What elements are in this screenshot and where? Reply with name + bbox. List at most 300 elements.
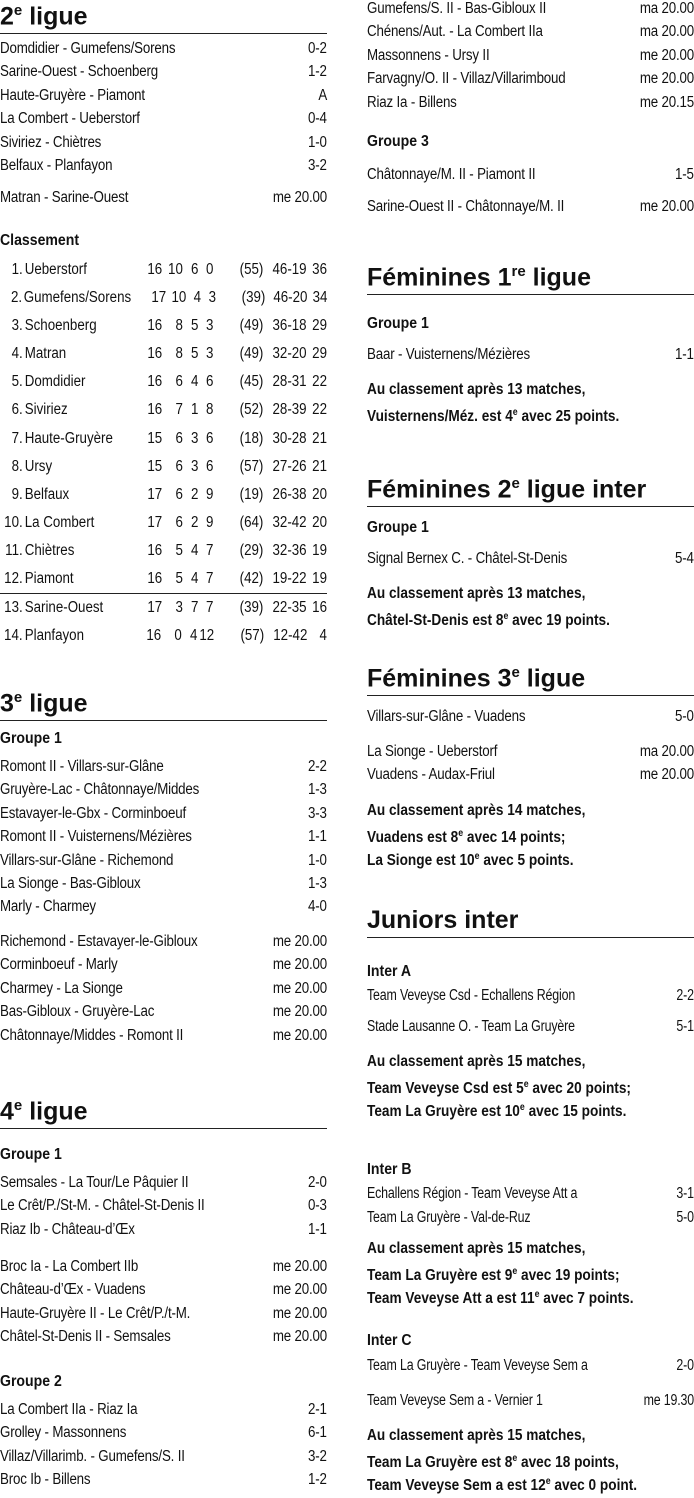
match-teams: Sarine-Ouest - Schoenberg bbox=[0, 63, 158, 81]
match-teams: Richemond - Estavayer-le-Gibloux bbox=[0, 933, 198, 950]
match-teams: Vuadens - Audax-Friul bbox=[367, 766, 495, 784]
standings-goals: 30-28 bbox=[272, 429, 308, 447]
standings-d: 5 bbox=[190, 317, 198, 335]
standings-l: 6 bbox=[206, 373, 214, 391]
match-score: me 20.00 bbox=[272, 1258, 327, 1275]
standings-pts: 36 bbox=[312, 261, 327, 278]
standings-pl: 15 bbox=[147, 429, 162, 447]
group-label: Groupe 1 bbox=[0, 1146, 62, 1163]
match-teams: Romont II - Villars-sur-Glâne bbox=[0, 758, 164, 775]
match-row bbox=[0, 872, 327, 895]
standings-pen: (55) bbox=[239, 261, 264, 278]
match-score: 5-0 bbox=[675, 708, 694, 725]
spacer bbox=[215, 594, 227, 622]
match-row bbox=[0, 802, 327, 825]
standings-goals: 19-22 bbox=[272, 570, 308, 588]
match-score: me 20.00 bbox=[272, 956, 327, 974]
standings-d: 2 bbox=[190, 485, 198, 503]
results-fem2 bbox=[367, 547, 694, 570]
standings-pen: (49) bbox=[239, 345, 264, 363]
match-row bbox=[0, 1445, 327, 1468]
standings-row bbox=[0, 622, 327, 650]
results-4e-g1 bbox=[0, 1171, 327, 1241]
match-score: 1-1 bbox=[308, 1220, 327, 1238]
match-score: 4-0 bbox=[308, 898, 327, 916]
standings-w: 6 bbox=[175, 513, 183, 531]
match-row bbox=[367, 705, 694, 728]
results-fem3 bbox=[367, 705, 694, 728]
standings-l: 9 bbox=[206, 485, 214, 503]
standings-team: Planfayon bbox=[24, 627, 84, 645]
match-row bbox=[367, 67, 694, 90]
upcoming-3e-ligue bbox=[0, 930, 327, 1047]
match-teams: Semsales - La Tour/Le Pâquier II bbox=[0, 1174, 189, 1191]
match-teams: Signal Bernex C. - Châtel-St-Denis bbox=[367, 550, 568, 567]
match-teams: Sarine-Ouest II - Châtonnaye/M. II bbox=[367, 198, 565, 215]
match-teams: Siviriez - Chiètres bbox=[0, 133, 102, 151]
standings-w: 6 bbox=[175, 457, 183, 475]
match-score: me 20.00 bbox=[272, 1304, 327, 1322]
standings-pts: 21 bbox=[312, 429, 327, 447]
standings-goals: 27-26 bbox=[272, 457, 308, 475]
results-2e-ligue bbox=[0, 37, 327, 177]
standings-l: 7 bbox=[206, 541, 214, 559]
match-row: Team Veveyse Sem a - Vernier 1 me 19.30 bbox=[367, 1392, 694, 1409]
results-3e-ligue bbox=[0, 755, 327, 919]
match-row bbox=[367, 0, 694, 20]
match-score: me 20.00 bbox=[272, 1026, 327, 1044]
standings-pen: (57) bbox=[240, 627, 264, 645]
standings-team: Belfaux bbox=[24, 485, 69, 503]
match-teams: Villaz/Villarimb. - Gumefens/S. II bbox=[0, 1447, 185, 1465]
standings-rank: 4. bbox=[11, 345, 23, 363]
standing-note: Au classement après 14 matches, bbox=[367, 802, 586, 819]
standings-pen: (49) bbox=[239, 317, 264, 335]
standings-pts: 29 bbox=[312, 345, 327, 363]
standings-rank: 11. bbox=[5, 541, 23, 559]
match-row bbox=[0, 1000, 327, 1023]
results-4e-g2 bbox=[0, 1398, 327, 1492]
match-row bbox=[367, 763, 694, 786]
standings-pen: (39) bbox=[239, 599, 264, 617]
match-row bbox=[0, 1325, 327, 1348]
match-score: A bbox=[318, 86, 327, 104]
upcoming-4e-g1 bbox=[0, 1255, 327, 1349]
standings-w: 8 bbox=[175, 317, 183, 335]
standings-pl: 16 bbox=[147, 570, 162, 588]
standings-pl: 15 bbox=[147, 457, 162, 475]
match-teams: Domdidier - Gumefens/Sorens bbox=[0, 40, 176, 57]
standings-pl: 16 bbox=[146, 627, 162, 645]
match-score: me 20.00 bbox=[639, 46, 694, 64]
standing-note: Team Veveyse Sem a est 12e avec 0 point. bbox=[367, 1476, 638, 1495]
spacer bbox=[218, 284, 229, 312]
match-score: 1-0 bbox=[308, 133, 327, 151]
classement-label: Classement bbox=[0, 232, 80, 249]
standings-d: 3 bbox=[190, 429, 198, 447]
standings-pen: (18) bbox=[239, 429, 264, 447]
standing-note: Team La Gruyère est 8e avec 18 points, bbox=[367, 1453, 619, 1472]
standing-note: Au classement après 15 matches, bbox=[367, 1240, 586, 1257]
spacer bbox=[215, 453, 227, 481]
standings-pts: 20 bbox=[312, 513, 327, 531]
match-score: 2-1 bbox=[308, 1401, 327, 1418]
match-teams: Riaz Ia - Billens bbox=[367, 93, 457, 111]
match-teams: Châtel-St-Denis II - Semsales bbox=[0, 1328, 171, 1346]
standings-pl: 16 bbox=[147, 373, 162, 391]
standing-note: Team Veveyse Att a est 11e avec 7 points. bbox=[367, 1289, 634, 1308]
match-teams: Villars-sur-Glâne - Richemond bbox=[0, 851, 174, 869]
spacer bbox=[215, 509, 227, 537]
standings-w: 6 bbox=[175, 485, 183, 503]
match-row bbox=[0, 1302, 327, 1325]
group-label: Groupe 3 bbox=[367, 133, 429, 150]
standings-goals: 46-19 bbox=[272, 261, 308, 278]
section-title-4e-ligue: 4e ligue bbox=[0, 1092, 327, 1129]
match-row: Team Veveyse Csd - Echallens Région 2-2 bbox=[367, 987, 694, 1004]
standings-pl: 16 bbox=[147, 261, 162, 278]
spacer bbox=[215, 340, 227, 368]
standings-team: Schoenberg bbox=[24, 317, 97, 335]
match-row: Team La Gruyère - Team Veveyse Sem a 2-0 bbox=[367, 1357, 694, 1374]
standings-row bbox=[0, 340, 327, 368]
standings-w: 7 bbox=[175, 401, 183, 419]
match-teams: Broc Ia - La Combert IIb bbox=[0, 1258, 139, 1275]
match-score: me 20.00 bbox=[272, 979, 327, 997]
standings-l: 0 bbox=[206, 261, 214, 278]
match-score: 3-2 bbox=[308, 156, 327, 174]
standings-rank: 9. bbox=[11, 485, 23, 503]
match-teams: Estavayer-le-Gbx - Corminboeuf bbox=[0, 804, 186, 822]
section-title-3e-ligue: 3e ligue bbox=[0, 684, 327, 721]
standings-row bbox=[0, 453, 327, 481]
match-teams: Matran - Sarine-Ouest bbox=[0, 189, 129, 206]
standings-rank: 7. bbox=[11, 429, 23, 447]
standings-pl: 17 bbox=[151, 289, 167, 307]
standings-rank: 5. bbox=[11, 373, 23, 391]
standings-goals: 32-42 bbox=[272, 513, 308, 531]
group-label: Groupe 1 bbox=[367, 315, 429, 332]
match-score: 1-1 bbox=[675, 346, 694, 363]
standing-note: Team Veveyse Csd est 5e avec 20 points; bbox=[367, 1079, 631, 1098]
standings-l: 3 bbox=[206, 317, 214, 335]
match-score: me 20.15 bbox=[639, 93, 694, 111]
match-score: 1-0 bbox=[308, 851, 327, 869]
standings-pl: 17 bbox=[147, 599, 162, 617]
match-score: me 20.00 bbox=[272, 1328, 327, 1346]
match-row bbox=[0, 1218, 327, 1241]
match-score: me 20.00 bbox=[272, 189, 327, 206]
results-4e-g3 bbox=[367, 163, 694, 186]
match-teams: Le Crêt/P./St-M. - Châtel-St-Denis II bbox=[0, 1197, 205, 1215]
match-score: ma 20.00 bbox=[639, 743, 694, 760]
standings-row bbox=[0, 509, 327, 537]
standings-l: 3 bbox=[206, 345, 214, 363]
standings-rank: 1. bbox=[11, 261, 23, 278]
standings-goals: 26-38 bbox=[272, 485, 308, 503]
standing-note: Au classement après 15 matches, bbox=[367, 1053, 586, 1070]
standings-rank: 3. bbox=[11, 317, 23, 335]
match-score: 5-4 bbox=[675, 550, 694, 567]
standings-row bbox=[0, 256, 327, 284]
match-score: 1-3 bbox=[308, 874, 327, 892]
match-row bbox=[0, 755, 327, 778]
section-title-feminines-1re-ligue: Féminines 1re ligue bbox=[367, 258, 694, 295]
match-score: 0-2 bbox=[308, 40, 327, 57]
standings-l: 8 bbox=[206, 401, 214, 419]
match-teams: Grolley - Massonnens bbox=[0, 1424, 127, 1442]
match-row bbox=[0, 84, 327, 107]
standings-l: 6 bbox=[206, 429, 214, 447]
match-row bbox=[0, 778, 327, 801]
standings-pen: (42) bbox=[239, 570, 264, 588]
spacer bbox=[215, 256, 227, 284]
standings-team: Sarine-Ouest bbox=[24, 599, 103, 617]
standings-w: 5 bbox=[175, 541, 183, 559]
standing-note: La Sionge est 10e avec 5 points. bbox=[367, 851, 574, 870]
match-row bbox=[0, 37, 327, 60]
group-label: Groupe 2 bbox=[0, 1373, 62, 1390]
match-teams: Belfaux - Planfayon bbox=[0, 156, 113, 174]
standings-d: 4 bbox=[189, 627, 198, 645]
upcoming-2e-ligue bbox=[0, 186, 327, 209]
standing-note: Vuisternens/Méz. est 4e avec 25 points. bbox=[367, 407, 620, 426]
standings-team: Ueberstorf bbox=[24, 261, 87, 278]
standings-d: 4 bbox=[190, 373, 198, 391]
standings-team: Haute-Gruyère bbox=[24, 429, 113, 447]
match-score: me 20.00 bbox=[639, 70, 694, 88]
standings-goals: 22-35 bbox=[272, 599, 308, 617]
match-score: me 20.00 bbox=[272, 933, 327, 950]
standings-goals: 12-42 bbox=[273, 627, 308, 645]
match-score: 2-2 bbox=[308, 758, 327, 775]
standings-pts: 16 bbox=[312, 599, 327, 617]
standings-pts: 22 bbox=[312, 401, 327, 419]
standings-pen: (64) bbox=[239, 513, 264, 531]
standings-w: 6 bbox=[175, 429, 183, 447]
spacer bbox=[215, 425, 227, 453]
standings-w: 3 bbox=[175, 599, 183, 617]
standings-table bbox=[0, 256, 327, 650]
match-teams: Gumefens/S. II - Bas-Gibloux II bbox=[367, 0, 547, 17]
spacer bbox=[215, 368, 227, 396]
match-row bbox=[0, 1468, 327, 1491]
match-teams: Châtonnaye/Middes - Romont II bbox=[0, 1026, 184, 1044]
match-score: 3-2 bbox=[308, 1447, 327, 1465]
match-score: 3-3 bbox=[308, 804, 327, 822]
match-row bbox=[367, 195, 694, 218]
standings-row bbox=[0, 481, 327, 509]
standings-row bbox=[0, 594, 327, 622]
match-row bbox=[367, 20, 694, 43]
match-score: ma 20.00 bbox=[639, 23, 694, 41]
inter-a-label: Inter A bbox=[367, 963, 412, 980]
standings-goals: 32-20 bbox=[272, 345, 308, 363]
standings-pts: 22 bbox=[312, 373, 327, 391]
standings-d: 1 bbox=[190, 401, 198, 419]
standings-pen: (19) bbox=[239, 485, 264, 503]
standings-team: Matran bbox=[24, 345, 66, 363]
match-teams: Charmey - La Sionge bbox=[0, 979, 123, 997]
standings-l: 12 bbox=[199, 627, 215, 645]
standing-note: Team La Gruyère est 10e avec 15 points. bbox=[367, 1102, 627, 1121]
match-teams: Haute-Gruyère - Piamont bbox=[0, 86, 145, 104]
match-score: 2-0 bbox=[308, 1174, 327, 1191]
standings-pen: (57) bbox=[239, 457, 264, 475]
standings-rank: 2. bbox=[10, 289, 23, 307]
match-row bbox=[0, 953, 327, 976]
standings-l: 6 bbox=[206, 457, 214, 475]
standings-w: 5 bbox=[175, 570, 183, 588]
spacer bbox=[215, 481, 227, 509]
match-score: 1-2 bbox=[308, 1471, 327, 1489]
results-fem1 bbox=[367, 343, 694, 366]
spacer bbox=[216, 622, 228, 650]
match-row bbox=[367, 343, 694, 366]
match-row: Echallens Région - Team Veveyse Att a 3-1 bbox=[367, 1185, 694, 1202]
match-row bbox=[0, 1255, 327, 1278]
match-row: Stade Lausanne O. - Team La Gruyère 5-1 bbox=[367, 1018, 694, 1035]
match-score: 1-5 bbox=[675, 166, 694, 183]
standings-pen: (45) bbox=[239, 373, 264, 391]
match-teams: Romont II - Vuisternens/Mézières bbox=[0, 828, 192, 846]
standings-team: Domdidier bbox=[24, 373, 86, 391]
standings-pts: 34 bbox=[312, 289, 327, 307]
standings-goals: 28-31 bbox=[272, 373, 308, 391]
match-teams: Marly - Charmey bbox=[0, 898, 96, 916]
standings-row bbox=[0, 284, 327, 312]
match-row bbox=[0, 1278, 327, 1301]
standing-note: Au classement après 13 matches, bbox=[367, 585, 586, 602]
standings-d: 4 bbox=[190, 541, 198, 559]
group-label: Groupe 1 bbox=[0, 730, 62, 747]
standings-pl: 16 bbox=[147, 345, 162, 363]
standings-goals: 36-18 bbox=[272, 317, 308, 335]
match-row bbox=[367, 44, 694, 67]
standings-rank: 10. bbox=[4, 513, 23, 531]
spacer bbox=[215, 565, 227, 593]
match-row bbox=[367, 91, 694, 114]
standings-d: 7 bbox=[190, 599, 198, 617]
standings-d: 4 bbox=[194, 289, 202, 307]
standings-team: Gumefens/Sorens bbox=[23, 289, 132, 307]
match-row bbox=[367, 547, 694, 570]
spacer bbox=[215, 312, 227, 340]
standings-l: 7 bbox=[206, 570, 214, 588]
match-row bbox=[0, 1398, 327, 1421]
standings-l: 3 bbox=[209, 289, 217, 307]
match-row bbox=[0, 849, 327, 872]
standings-l: 9 bbox=[206, 513, 214, 531]
standings-row bbox=[0, 312, 327, 340]
match-row bbox=[0, 1171, 327, 1194]
standings-w: 10 bbox=[167, 261, 183, 278]
standings-team: La Combert bbox=[24, 513, 95, 531]
standings-pts: 19 bbox=[312, 570, 327, 588]
inter-c-label: Inter C bbox=[367, 1332, 412, 1349]
match-teams: La Combert IIa - Riaz Ia bbox=[0, 1401, 138, 1418]
match-score: 6-1 bbox=[308, 1424, 327, 1442]
match-row bbox=[367, 163, 694, 186]
standings-d: 5 bbox=[190, 345, 198, 363]
match-teams: Villars-sur-Glâne - Vuadens bbox=[367, 708, 526, 725]
match-row bbox=[0, 1024, 327, 1047]
standings-row bbox=[0, 537, 327, 565]
section-title-feminines-3e-ligue: Féminines 3e ligue bbox=[367, 659, 694, 696]
standings-rank: 8. bbox=[11, 457, 23, 475]
standing-note: Au classement après 15 matches, bbox=[367, 1427, 586, 1444]
standings-team: Chiètres bbox=[24, 541, 75, 559]
match-row bbox=[0, 1194, 327, 1217]
standings-w: 0 bbox=[174, 627, 182, 645]
standings-pl: 16 bbox=[147, 541, 162, 559]
match-score: me 20.00 bbox=[639, 766, 694, 784]
standings-d: 2 bbox=[190, 513, 198, 531]
standings-team: Piamont bbox=[24, 570, 74, 588]
standings-row bbox=[0, 565, 327, 594]
match-teams: Gruyère-Lac - Châtonnaye/Middes bbox=[0, 781, 200, 799]
match-score: ma 20.00 bbox=[639, 0, 694, 17]
match-row bbox=[0, 60, 327, 83]
standings-pts: 20 bbox=[312, 485, 327, 503]
standings-pl: 16 bbox=[147, 317, 162, 335]
standings-d: 6 bbox=[190, 261, 198, 278]
upcoming-fem3 bbox=[367, 740, 694, 787]
match-row bbox=[0, 895, 327, 918]
match-teams: Broc Ib - Billens bbox=[0, 1471, 91, 1489]
match-row bbox=[0, 930, 327, 953]
upcoming-4e-g2 bbox=[367, 0, 694, 114]
match-teams: Bas-Gibloux - Gruyère-Lac bbox=[0, 1003, 155, 1021]
standings-d: 4 bbox=[190, 570, 198, 588]
standings-pen: (39) bbox=[241, 289, 266, 307]
spacer bbox=[215, 396, 227, 424]
match-row bbox=[0, 825, 327, 848]
match-row bbox=[367, 740, 694, 763]
match-teams: Corminboeuf - Marly bbox=[0, 956, 118, 974]
standings-w: 10 bbox=[171, 289, 187, 307]
standings-pts: 4 bbox=[319, 627, 327, 645]
match-row bbox=[0, 186, 327, 209]
standing-note: Vuadens est 8e avec 14 points; bbox=[367, 828, 566, 847]
standings-pl: 17 bbox=[147, 485, 162, 503]
match-score: 1-3 bbox=[308, 781, 327, 799]
standings-pen: (52) bbox=[239, 401, 264, 419]
standings-rank: 13. bbox=[4, 599, 23, 617]
standings-goals: 28-39 bbox=[272, 401, 308, 419]
standings-row bbox=[0, 425, 327, 453]
spacer bbox=[215, 537, 227, 565]
match-teams: La Sionge - Bas-Gibloux bbox=[0, 874, 141, 892]
standings-team: Ursy bbox=[24, 457, 52, 475]
standings-w: 8 bbox=[175, 345, 183, 363]
match-score: me 20.00 bbox=[272, 1003, 327, 1021]
standings-w: 6 bbox=[175, 373, 183, 391]
standings-pl: 17 bbox=[147, 513, 162, 531]
standing-note: Team La Gruyère est 9e avec 19 points; bbox=[367, 1266, 620, 1285]
standings-pts: 19 bbox=[312, 541, 327, 559]
match-teams: Massonnens - Ursy II bbox=[367, 46, 490, 64]
match-teams: La Combert - Ueberstorf bbox=[0, 110, 140, 128]
match-teams: Château-d’Œx - Vuadens bbox=[0, 1281, 146, 1299]
standings-pl: 16 bbox=[147, 401, 162, 419]
standings-l: 7 bbox=[206, 599, 214, 617]
standing-note: Au classement après 13 matches, bbox=[367, 381, 586, 398]
match-score: 0-3 bbox=[308, 1197, 327, 1215]
match-row bbox=[0, 154, 327, 177]
section-title-2e-ligue: 2e ligue bbox=[0, 0, 327, 34]
match-teams: Châtonnaye/M. II - Piamont II bbox=[367, 166, 536, 183]
